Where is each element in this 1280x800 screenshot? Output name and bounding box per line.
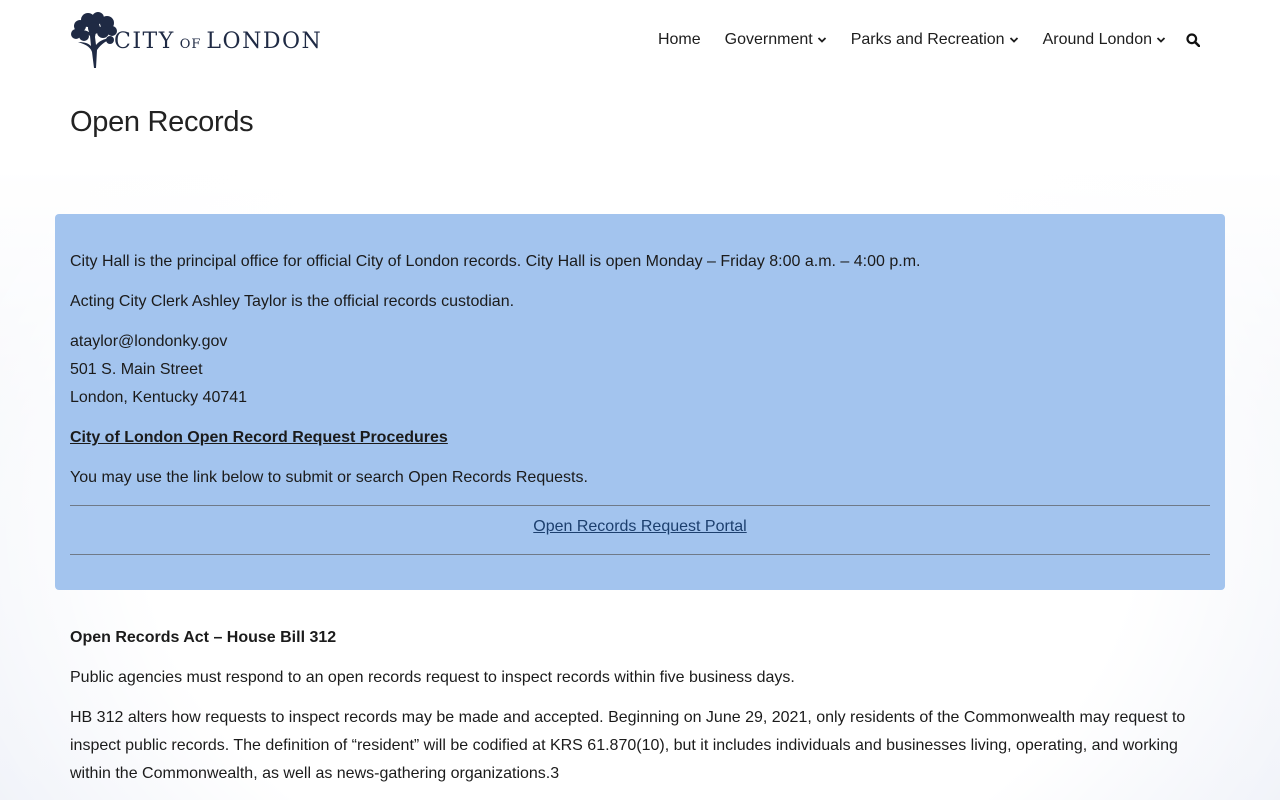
nav-around-london-label: Around London [1042, 31, 1152, 48]
address-line-2: London, Kentucky 40741 [70, 389, 248, 406]
custodian-email-link[interactable]: ataylor@londonky.gov [70, 333, 228, 350]
portal-intro-text: You may use the link below to submit or search Open Records Requests. [70, 469, 588, 486]
custodian-text: Acting City Clerk Ashley Taylor is the official records custodian. [70, 293, 515, 310]
logo-london: LONDON [206, 28, 323, 54]
records-info-box [55, 214, 1225, 590]
nav-parks-recreation-label: Parks and Recreation [850, 31, 1005, 48]
nav-home-label: Home [657, 31, 701, 48]
logo-city: CITY [114, 28, 175, 54]
search-icon [1186, 33, 1200, 47]
site-header [0, 0, 1280, 80]
logo-wordmark [114, 29, 322, 54]
city-hall-hours-text: City Hall is the principal office for official City of London records. City Hall is open Monday – Friday 8:00 a.m. – 4:00 p.m. [70, 253, 921, 270]
page-title: Open Records [70, 106, 254, 138]
divider [70, 554, 1210, 555]
act-heading: Open Records Act – House Bill 312 [70, 629, 337, 646]
divider [70, 505, 1210, 506]
chevron-down-icon [1009, 35, 1019, 45]
tree-logo-icon [70, 12, 118, 68]
main-nav [658, 28, 1202, 52]
search-button[interactable] [1186, 32, 1202, 48]
nav-government[interactable] [725, 31, 827, 49]
request-procedures-link[interactable]: City of London Open Record Request Procedures [70, 429, 448, 446]
city-logo[interactable] [70, 12, 330, 68]
nav-around-london[interactable] [1043, 31, 1166, 49]
response-time-text: Public agencies must respond to an open records request to inspect records within five business days. [70, 669, 795, 686]
nav-parks-recreation[interactable] [851, 31, 1019, 49]
address-line-1: 501 S. Main Street [70, 361, 203, 378]
hb312-paragraph: HB 312 alters how requests to inspect records may be made and accepted. Beginning on June 29, 2021, only residents of the Commonwealth may request to inspect public records. The definition of “resident” will be codified at KRS 61.870(10), but it includes individuals and businesses living, operating, and working within the Commonwealth, as well as news-gathering organizations.3 [70, 709, 1186, 782]
chevron-down-icon [1156, 35, 1166, 45]
logo-of: OF [179, 36, 202, 52]
chevron-down-icon [817, 35, 827, 45]
nav-home[interactable] [658, 31, 701, 49]
nav-government-label: Government [724, 31, 813, 48]
records-portal-link[interactable]: Open Records Request Portal [533, 518, 747, 535]
